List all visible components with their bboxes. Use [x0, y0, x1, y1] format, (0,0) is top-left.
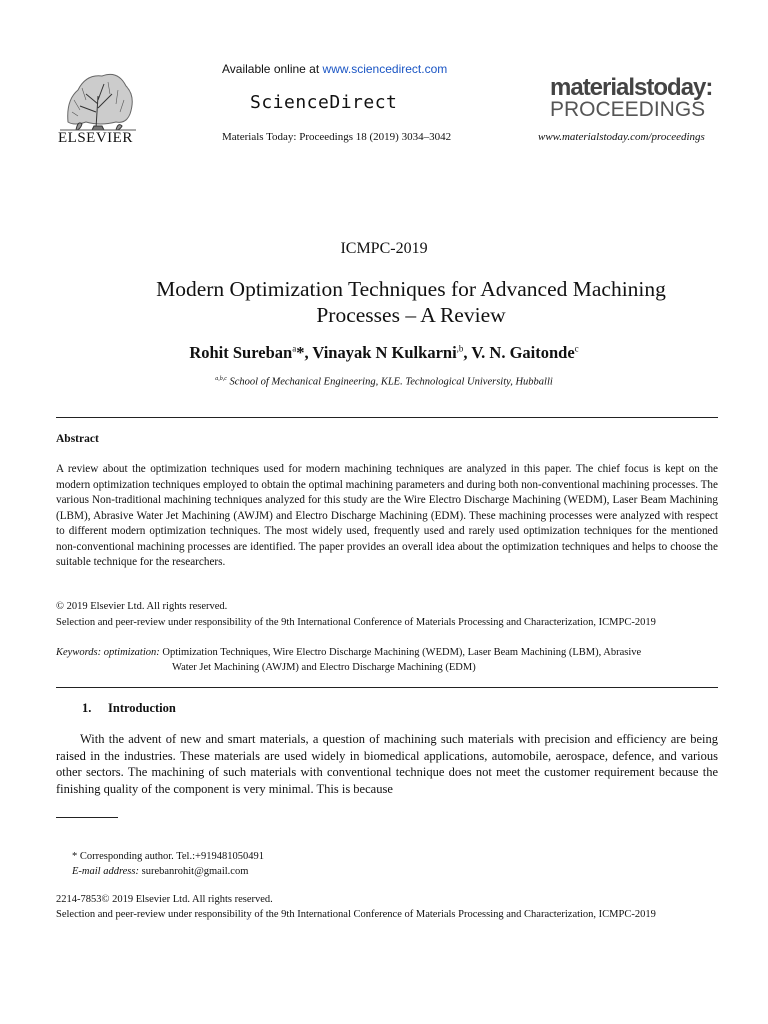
journal-url: www.materialstoday.com/proceedings [538, 131, 705, 143]
conference-name: ICMPC-2019 [340, 240, 428, 257]
affiliation-sup: a,b,c [215, 376, 227, 382]
sciencedirect-link[interactable]: www.sciencedirect.com [322, 62, 448, 76]
abstract-heading: Abstract [56, 433, 99, 445]
affiliation [0, 376, 768, 388]
copyright-line: © 2019 Elsevier Ltd. All rights reserved. [56, 601, 228, 612]
keywords-line-1: Optimization Techniques, Wire Electro Discharge Machining (WEDM), Laser Beam Machining (LBM), Abrasive [159, 647, 642, 658]
keywords-line-2: Water Jet Machining (AWJM) and Electro Discharge Machining (EDM) [172, 662, 476, 673]
keywords-label: Keywords: optimization: [56, 647, 160, 658]
email-line [72, 866, 248, 877]
abstract-body: A review about the optimization techniques used for modern machining techniques are analyzed in this paper. The chief focus is kept on the modern optimization techniques employed to obtain the optimal machining parameters and during both non-conventional machining processes. The various Non-traditional machining techniques analyzed for this study are the Wire Electro Discharge Machining (WEDM), Laser Beam Machining (LBM), Abrasive Water Jet Machining (AWJM) and Electro Discharge Machining (EDM). These machining processes were analyzed with respect to different modern optimization techniques. The most widely used, frequently used and rarely used optimization techniques for the mentioned non-conventional machining processes are identified. The paper provides an overall idea about the optimization techniques and helps to choose the suitable technique for the researchers. [56, 463, 718, 568]
affiliation-text: School of Mechanical Engineering, KLE. Technological University, Hubballi [226, 376, 553, 388]
author-affil-sup: ,b [456, 343, 464, 354]
title-line-2: Processes – A Review [316, 303, 506, 327]
author-affil-sup: a [292, 343, 297, 354]
footer-peer-review: Selection and peer-review under responsibility of the 9th International Conference of Materials Processing and Characterization, ICMPC-2019 [56, 909, 656, 920]
logo-top-text: materialstoday: [550, 74, 713, 101]
keywords [56, 645, 718, 675]
email-address: surebanrohit@gmail.com [138, 866, 249, 877]
available-prefix: Available online at [222, 62, 323, 76]
section-title: Introduction [108, 701, 176, 715]
peer-review-line: Selection and peer-review under responsibility of the 9th International Conference of Materials Processing and Characterization, ICMPC-2019 [56, 617, 656, 628]
introduction-body: With the advent of new and smart materials, a question of machining such materials with precision and efficiency are being raised in the industries. These materials are used widely in biomedical applications, automobile, aerospace, defence, and various other sectors. The machining of such materials with conventional technique does not meet the customer requirement because the finishing quality of the component is very minimal. This is because [56, 732, 718, 796]
sciencedirect-wordmark: ScienceDirect [250, 92, 398, 113]
author-name: Rohit Sureban [189, 343, 293, 362]
divider [56, 687, 718, 688]
email-label: E-mail address: [72, 866, 139, 877]
title-line-1: Modern Optimization Techniques for Advanced Machining [156, 277, 666, 301]
section-number: 1. [82, 701, 92, 715]
materials-today-logo [550, 76, 712, 120]
author-separator: *, [296, 343, 313, 362]
section-heading [82, 701, 176, 716]
footnote-rule [56, 817, 118, 818]
author-list [0, 343, 768, 363]
author-separator: , [463, 343, 472, 362]
journal-citation: Materials Today: Proceedings 18 (2019) 3034–3042 [222, 131, 452, 143]
paper-title [60, 276, 762, 328]
corresponding-author: * Corresponding author. Tel.:+919481050491 [72, 851, 264, 862]
availability-line [222, 62, 447, 76]
divider [56, 417, 718, 418]
issn-line: 2214-7853© 2019 Elsevier Ltd. All rights reserved. [56, 894, 273, 905]
author-name: Vinayak N Kulkarni [312, 343, 457, 362]
author-name: V. N. Gaitonde [471, 343, 575, 362]
logo-bottom-text: PROCEEDINGS [550, 98, 706, 121]
author-affil-sup: c [574, 343, 579, 354]
publisher-name: ELSEVIER [58, 130, 133, 146]
